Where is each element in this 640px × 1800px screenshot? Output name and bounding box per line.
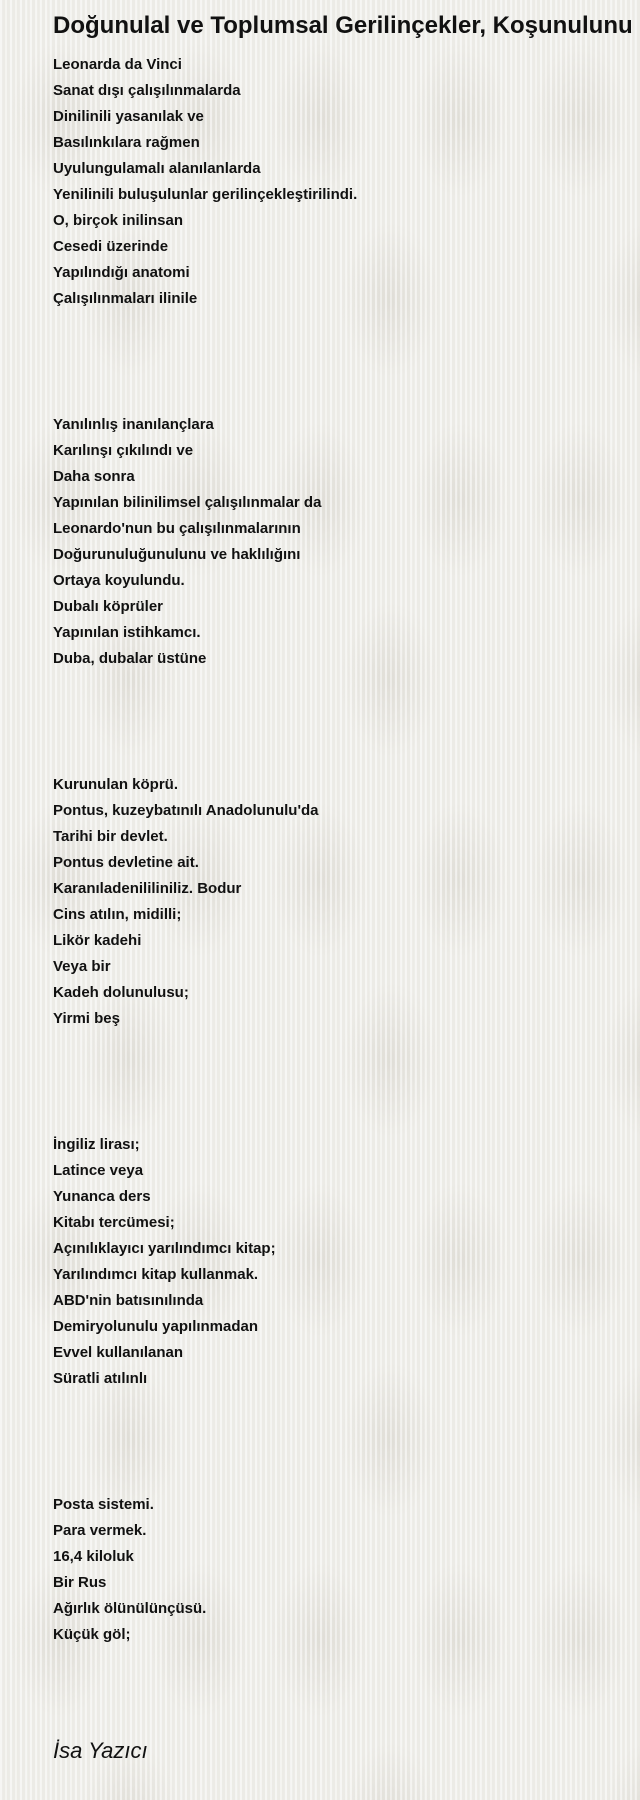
poem-line: Veya bir [53, 958, 111, 975]
poem-line: Demiryolunulu yapılınmadan [53, 1318, 259, 1335]
poem-body [53, 52, 613, 1748]
poem-line: Sanat dışı çalışılınmalarda [53, 82, 241, 99]
poem-line: Kurunulan köprü. [53, 776, 178, 793]
poem-line: Leonardo'nun bu çalışılınmalarının [53, 520, 301, 537]
poem-line: Posta sistemi. [53, 1496, 154, 1513]
stanza [53, 1132, 613, 1392]
poem-line: Yenilinili buluşulunlar gerilinçekleştirilindi. [53, 186, 358, 203]
poem-line: Evvel kullanılanan [53, 1344, 184, 1361]
stanza [53, 772, 613, 1032]
poem-line: Basılınkılara rağmen [53, 134, 200, 151]
poem-line: Küçük göl; [53, 1626, 131, 1643]
poem-line: Likör kadehi [53, 932, 142, 949]
poem-line: Yarılındımcı kitap kullanmak. [53, 1266, 259, 1283]
poem-line: Yapınılan bilinilimsel çalışılınmalar da [53, 494, 322, 511]
author-name: İsa Yazıcı [53, 1738, 148, 1763]
poem-line: Yunanca ders [53, 1188, 151, 1205]
poem-line: Yapılındığı anatomi [53, 264, 190, 281]
poem-line: Karılınşı çıkılındı ve [53, 442, 194, 459]
poem-line: Leonarda da Vinci [53, 56, 182, 73]
poem-line: Pontus, kuzeybatınılı Anadolunulu'da [53, 802, 319, 819]
poem-line: 16,4 kiloluk [53, 1548, 134, 1565]
poem-line: Çalışılınmaları ilinile [53, 290, 198, 307]
poem-line: Yirmi beş [53, 1010, 120, 1027]
poem-line: İngiliz lirası; [53, 1136, 140, 1153]
poem-line: Karanıladenililiniliz. Bodur [53, 880, 242, 897]
poem-line: Süratli atılınlı [53, 1370, 148, 1387]
poem-line: Dinilinili yasanılak ve [53, 108, 204, 125]
poem-line: Ağırlık ölünülünçüsü. [53, 1600, 207, 1617]
poem-title: Doğunulal ve Toplumsal Gerilinçekler, Koşunulunu [53, 12, 633, 39]
poem-line: ABD'nin batısınılında [53, 1292, 204, 1309]
poem-line: Latince veya [53, 1162, 144, 1179]
poem-line: Bir Rus [53, 1574, 107, 1591]
stanza [53, 1492, 613, 1648]
poem-line: O, birçok inilinsan [53, 212, 184, 229]
poem-line: Doğurunuluğunulunu ve haklılığını [53, 546, 301, 563]
poem-line: Pontus devletine ait. [53, 854, 199, 871]
poem-line: Ortaya koyulundu. [53, 572, 185, 589]
poem-line: Yanılınlış inanılançlara [53, 416, 214, 433]
stanza [53, 52, 613, 312]
poem-line: Daha sonra [53, 468, 135, 485]
poem-line: Cins atılın, midilli; [53, 906, 182, 923]
stanza [53, 412, 613, 672]
poem-line: Yapınılan istihkamcı. [53, 624, 201, 641]
poem-line: Dubalı köprüler [53, 598, 164, 615]
poem-line: Tarihi bir devlet. [53, 828, 168, 845]
poem-line: Açınılıklayıcı yarılındımcı kitap; [53, 1240, 276, 1257]
poem-line: Uyulungulamalı alanılanlarda [53, 160, 261, 177]
poem-line: Kadeh dolunulusu; [53, 984, 189, 1001]
poem-line: Cesedi üzerinde [53, 238, 169, 255]
poem-line: Kitabı tercümesi; [53, 1214, 175, 1231]
poem-line: Duba, dubalar üstüne [53, 650, 207, 667]
poem-line: Para vermek. [53, 1522, 147, 1539]
